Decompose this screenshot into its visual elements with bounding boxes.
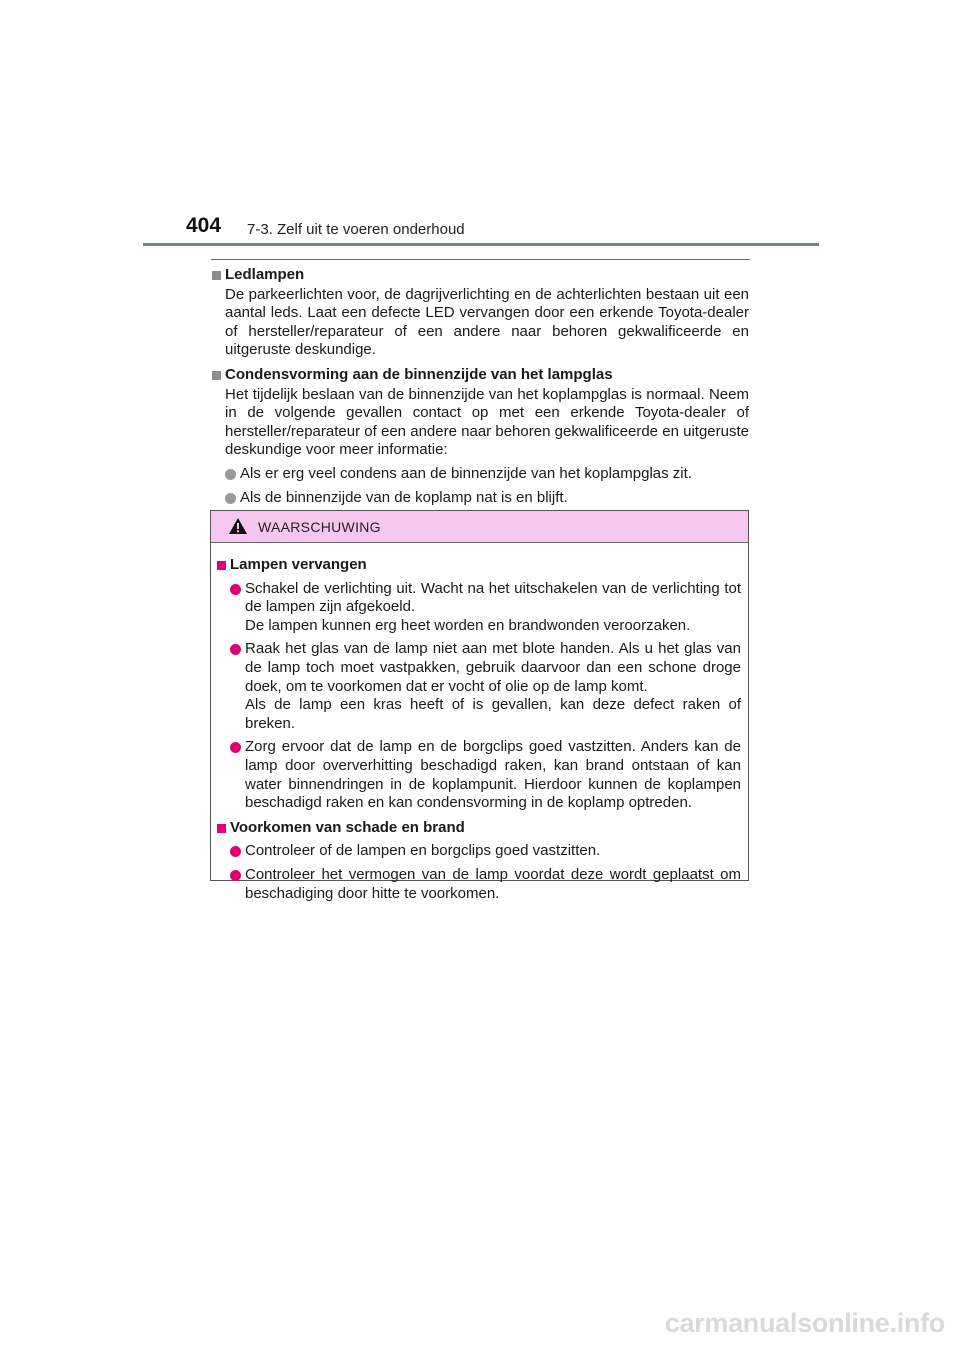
section-title: 7-3. Zelf uit te voeren onderhoud bbox=[247, 221, 465, 238]
section-paragraph: De parkeerlichten voor, de dagrijverlichting en de achterlichten bestaan uit een aantal leds. Laat een defecte LED vervangen door een erkende Toyota-dealer of hersteller/reparateur of een andere naar behoren gekwalificeerde en uitgeruste deskundige. bbox=[225, 285, 749, 359]
list-item: Zorg ervoor dat de lamp en de borgclips goed vastzitten. Anders kan de lamp door oververhitting beschadigd raken, kan brand ontstaan of kan water binnendringen in de koplampunit. Hierdoor kunnen de koplampen beschadigd raken en kan condensvorming in de koplamp optreden. bbox=[230, 738, 741, 812]
round-bullet-icon bbox=[230, 644, 241, 655]
list-item: Raak het glas van de lamp niet aan met blote handen. Als u het glas van de lamp toch moet vastpakken, gebruik daarvoor dan een schone droge doek, om te voorkomen dat er vocht of olie op de lamp komt. Als de lamp een kras heeft of is gevallen, kan deze defect raken of breken. bbox=[230, 640, 741, 733]
square-bullet-icon bbox=[217, 824, 226, 833]
list-item: Controleer het vermogen van de lamp voordat deze wordt geplaatst om beschadiging door hitte te voorkomen. bbox=[230, 866, 741, 903]
square-bullet-icon bbox=[217, 561, 226, 570]
list-item: Schakel de verlichting uit. Wacht na het uitschakelen van de verlichting tot de lampen zijn afgekoeld. De lampen kunnen erg heet worden en brandwonden veroorzaken. bbox=[230, 580, 741, 636]
list-item: Als er erg veel condens aan de binnenzijde van het koplampglas zit. bbox=[225, 465, 749, 484]
page-header bbox=[0, 0, 960, 250]
warning-heading-voorkomen: Voorkomen van schade en brand bbox=[216, 819, 741, 838]
section-heading-ledlampen bbox=[211, 266, 749, 285]
section-heading-text: Ledlampen bbox=[225, 266, 305, 283]
round-bullet-icon bbox=[230, 742, 241, 753]
section-heading-text: Condensvorming aan de binnenzijde van het lampglas bbox=[225, 365, 613, 383]
warning-body bbox=[211, 543, 748, 903]
round-bullet-icon bbox=[230, 584, 241, 595]
warning-header bbox=[211, 511, 748, 543]
warning-heading-lampen-vervangen: Lampen vervangen bbox=[216, 556, 741, 575]
list-item: Controleer of de lampen en borgclips goed vastzitten. bbox=[230, 842, 741, 861]
list-item: Als de binnenzijde van de koplamp nat is en blijft. bbox=[225, 489, 749, 508]
main-content bbox=[211, 266, 749, 507]
warning-triangle-icon bbox=[228, 517, 248, 535]
round-bullet-icon bbox=[225, 469, 236, 480]
header-rule bbox=[143, 243, 819, 246]
warning-box bbox=[210, 510, 749, 902]
page-number: 404 bbox=[186, 214, 222, 237]
watermark-logo: carmanualsonline.info bbox=[664, 1308, 945, 1338]
square-bullet-icon bbox=[212, 371, 221, 380]
round-bullet-icon bbox=[230, 870, 241, 881]
section-paragraph: Het tijdelijk beslaan van de binnenzijde van het koplampglas is normaal. Neem in de volgende gevallen contact op met een erkende Toyota-dealer of hersteller/reparateur of een andere naar behoren gekwalificeerde en uitgeruste deskundige voor meer informatie: bbox=[225, 385, 749, 459]
round-bullet-icon bbox=[230, 846, 241, 857]
section-heading-condensvorming bbox=[211, 366, 749, 385]
content-top-rule bbox=[211, 259, 750, 260]
warning-title: WAARSCHUWING bbox=[258, 519, 381, 535]
square-bullet-icon bbox=[212, 271, 221, 280]
round-bullet-icon bbox=[225, 493, 236, 504]
